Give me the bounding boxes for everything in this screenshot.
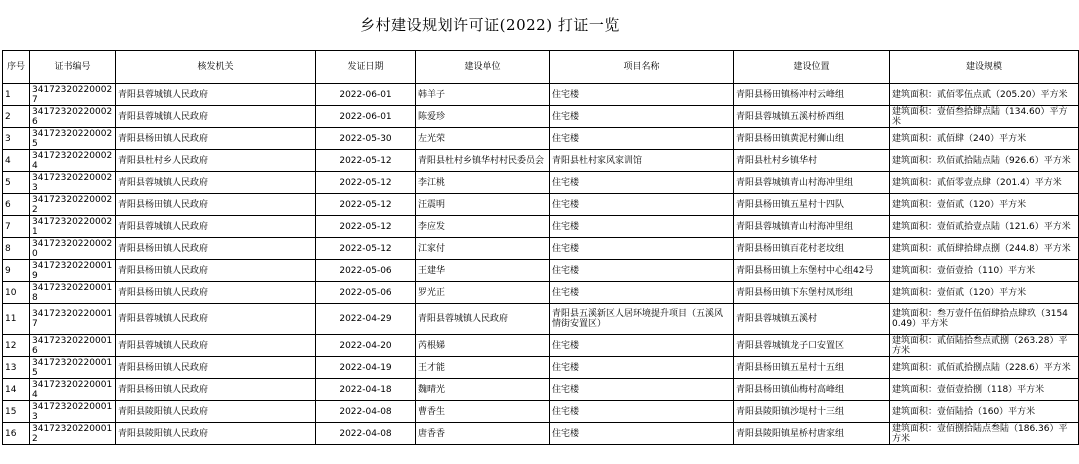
cell-date: 2022-05-12 <box>316 150 416 172</box>
col-header-cert: 证书编号 <box>30 51 116 84</box>
cell-index: 11 <box>3 304 30 335</box>
table-row <box>3 216 1079 238</box>
table-row <box>3 106 1079 128</box>
cell-cert: 341723202200017 <box>30 304 116 335</box>
cell-unit: 青阳县蓉城镇人民政府 <box>416 304 550 335</box>
cell-unit: 曹香生 <box>416 401 550 423</box>
cell-location: 青阳县蓉城镇五溪村 <box>734 304 890 335</box>
cell-scale: 建筑面积：壹佰陆拾（160）平方米 <box>890 401 1079 423</box>
cell-location: 青阳县蓉城镇青山村海冲里组 <box>734 172 890 194</box>
cell-date: 2022-04-08 <box>316 401 416 423</box>
cell-location: 青阳县杨田镇百花村老坟组 <box>734 238 890 260</box>
cell-project: 住宅楼 <box>550 379 734 401</box>
cell-scale: 建筑面积：壹佰贰拾壹点陆（121.6）平方米 <box>890 216 1079 238</box>
cell-unit: 魏晴光 <box>416 379 550 401</box>
cell-date: 2022-05-12 <box>316 216 416 238</box>
table-row <box>3 357 1079 379</box>
cell-org: 青阳县蓉城镇人民政府 <box>116 172 316 194</box>
cell-cert: 341723202200025 <box>30 128 116 150</box>
cell-cert: 341723202200015 <box>30 357 116 379</box>
cell-org: 青阳县杨田镇人民政府 <box>116 238 316 260</box>
cell-cert: 341723202200022 <box>30 194 116 216</box>
table-row <box>3 128 1079 150</box>
cell-location: 青阳县陵阳镇星桥村唐家组 <box>734 423 890 445</box>
cell-index: 8 <box>3 238 30 260</box>
cell-unit: 李江桃 <box>416 172 550 194</box>
col-header-date: 发证日期 <box>316 51 416 84</box>
cell-location: 青阳县杨田镇五星村十五组 <box>734 357 890 379</box>
cell-index: 7 <box>3 216 30 238</box>
cell-index: 16 <box>3 423 30 445</box>
cell-org: 青阳县杨田镇人民政府 <box>116 260 316 282</box>
cell-location: 青阳县杨田镇仙梅村高峰组 <box>734 379 890 401</box>
cell-cert: 341723202200026 <box>30 106 116 128</box>
cell-location: 青阳县陵阳镇沙堤村十三组 <box>734 401 890 423</box>
cell-project: 住宅楼 <box>550 423 734 445</box>
cell-cert: 341723202200019 <box>30 260 116 282</box>
cell-location: 青阳县蓉城镇青山村海冲里组 <box>734 216 890 238</box>
cell-project: 住宅楼 <box>550 194 734 216</box>
cell-index: 3 <box>3 128 30 150</box>
cell-project: 住宅楼 <box>550 401 734 423</box>
cell-cert: 341723202200027 <box>30 84 116 106</box>
cell-date: 2022-06-01 <box>316 106 416 128</box>
cell-project: 住宅楼 <box>550 238 734 260</box>
cell-scale: 建筑面积：壹佰壹拾捌（118）平方米 <box>890 379 1079 401</box>
cell-project: 住宅楼 <box>550 84 734 106</box>
cell-project: 青阳县五溪新区人居环境提升项目（五溪风情街安置区） <box>550 304 734 335</box>
cell-scale: 建筑面积：贰佰贰拾捌点陆（228.6）平方米 <box>890 357 1079 379</box>
table-row <box>3 260 1079 282</box>
cell-unit: 青阳县杜村乡镇华村村民委员会 <box>416 150 550 172</box>
cell-org: 青阳县杨田镇人民政府 <box>116 379 316 401</box>
cell-index: 12 <box>3 335 30 357</box>
cell-cert: 341723202200012 <box>30 423 116 445</box>
cell-project: 青阳县杜村家风家训馆 <box>550 150 734 172</box>
col-header-project: 项目名称 <box>550 51 734 84</box>
cell-location: 青阳县杨田镇黄泥村狮山组 <box>734 128 890 150</box>
cell-index: 1 <box>3 84 30 106</box>
cell-date: 2022-06-01 <box>316 84 416 106</box>
cell-location: 青阳县蓉城镇五溪村桥西组 <box>734 106 890 128</box>
cell-project: 住宅楼 <box>550 106 734 128</box>
cell-date: 2022-04-29 <box>316 304 416 335</box>
cell-unit: 王才能 <box>416 357 550 379</box>
cell-date: 2022-04-18 <box>316 379 416 401</box>
cell-project: 住宅楼 <box>550 260 734 282</box>
cell-org: 青阳县杨田镇人民政府 <box>116 194 316 216</box>
table-row <box>3 379 1079 401</box>
cell-project: 住宅楼 <box>550 357 734 379</box>
cell-unit: 韩羊子 <box>416 84 550 106</box>
table-row <box>3 84 1079 106</box>
cell-scale: 建筑面积：贰佰肆拾肆点捌（244.8）平方米 <box>890 238 1079 260</box>
col-header-index: 序号 <box>3 51 30 84</box>
col-header-location: 建设位置 <box>734 51 890 84</box>
table-row <box>3 194 1079 216</box>
cell-project: 住宅楼 <box>550 335 734 357</box>
table-row <box>3 304 1079 335</box>
cell-org: 青阳县蓉城镇人民政府 <box>116 304 316 335</box>
cell-scale: 建筑面积：贰佰零壹点肆（201.4）平方米 <box>890 172 1079 194</box>
cell-location: 青阳县杨田镇五星村十四队 <box>734 194 890 216</box>
cell-cert: 341723202200013 <box>30 401 116 423</box>
cell-org: 青阳县杜村乡人民政府 <box>116 150 316 172</box>
cell-cert: 341723202200021 <box>30 216 116 238</box>
page-title: 乡村建设规划许可证(2022) 打证一览 <box>360 16 620 34</box>
cell-location: 青阳县杜村乡镇华村 <box>734 150 890 172</box>
cell-date: 2022-05-30 <box>316 128 416 150</box>
cell-org: 青阳县蓉城镇人民政府 <box>116 106 316 128</box>
cell-index: 4 <box>3 150 30 172</box>
cell-cert: 341723202200018 <box>30 282 116 304</box>
cell-unit: 李应发 <box>416 216 550 238</box>
cell-org: 青阳县杨田镇人民政府 <box>116 128 316 150</box>
cell-unit: 汪震明 <box>416 194 550 216</box>
cell-index: 14 <box>3 379 30 401</box>
cell-cert: 341723202200014 <box>30 379 116 401</box>
cell-project: 住宅楼 <box>550 128 734 150</box>
cell-scale: 建筑面积：壹佰贰（120）平方米 <box>890 282 1079 304</box>
cell-cert: 341723202200024 <box>30 150 116 172</box>
cell-index: 6 <box>3 194 30 216</box>
cell-org: 青阳县蓉城镇人民政府 <box>116 84 316 106</box>
cell-org: 青阳县陵阳镇人民政府 <box>116 423 316 445</box>
cell-date: 2022-05-12 <box>316 172 416 194</box>
cell-unit: 左光荣 <box>416 128 550 150</box>
cell-index: 5 <box>3 172 30 194</box>
cell-scale: 建筑面积：壹佰叁拾肆点陆（134.60）平方米 <box>890 106 1079 128</box>
cell-index: 15 <box>3 401 30 423</box>
col-header-org: 核发机关 <box>116 51 316 84</box>
cell-project: 住宅楼 <box>550 216 734 238</box>
cell-index: 9 <box>3 260 30 282</box>
cell-unit: 芮根娣 <box>416 335 550 357</box>
cell-index: 13 <box>3 357 30 379</box>
table-row <box>3 282 1079 304</box>
cell-date: 2022-04-20 <box>316 335 416 357</box>
cell-org: 青阳县蓉城镇人民政府 <box>116 335 316 357</box>
cell-date: 2022-05-06 <box>316 260 416 282</box>
table-row <box>3 423 1079 445</box>
cell-scale: 建筑面积：壹佰贰（120）平方米 <box>890 194 1079 216</box>
cell-scale: 建筑面积：贰佰陆拾叁点贰捌（263.28）平方米 <box>890 335 1079 357</box>
cell-cert: 341723202200016 <box>30 335 116 357</box>
header-row <box>3 51 1079 84</box>
cell-scale: 建筑面积：贰佰零伍点贰（205.20）平方米 <box>890 84 1079 106</box>
cell-org: 青阳县陵阳镇人民政府 <box>116 401 316 423</box>
cell-unit: 陈爱珍 <box>416 106 550 128</box>
cell-project: 住宅楼 <box>550 172 734 194</box>
cell-date: 2022-05-06 <box>316 282 416 304</box>
table-row <box>3 335 1079 357</box>
cell-date: 2022-05-12 <box>316 238 416 260</box>
cell-scale: 建筑面积：玖佰贰拾陆点陆（926.6）平方米 <box>890 150 1079 172</box>
cell-scale: 建筑面积：叁万壹仟伍佰肆拾点肆玖（31540.49）平方米 <box>890 304 1079 335</box>
table-row <box>3 401 1079 423</box>
cell-unit: 江家付 <box>416 238 550 260</box>
cell-location: 青阳县杨田镇杨冲村云峰组 <box>734 84 890 106</box>
cell-location: 青阳县杨田镇上东堡村中心组42号 <box>734 260 890 282</box>
col-header-unit: 建设单位 <box>416 51 550 84</box>
cell-cert: 341723202200020 <box>30 238 116 260</box>
cell-org: 青阳县杨田镇人民政府 <box>116 282 316 304</box>
cell-index: 2 <box>3 106 30 128</box>
cell-cert: 341723202200023 <box>30 172 116 194</box>
cell-location: 青阳县杨田镇下东堡村凤形组 <box>734 282 890 304</box>
cell-location: 青阳县蓉城镇龙子口安置区 <box>734 335 890 357</box>
table-row <box>3 172 1079 194</box>
cell-project: 住宅楼 <box>550 282 734 304</box>
cell-index: 10 <box>3 282 30 304</box>
cell-scale: 建筑面积：贰佰肆（240）平方米 <box>890 128 1079 150</box>
cell-unit: 王建华 <box>416 260 550 282</box>
cell-unit: 罗光正 <box>416 282 550 304</box>
cell-unit: 唐香香 <box>416 423 550 445</box>
cell-org: 青阳县蓉城镇人民政府 <box>116 216 316 238</box>
col-header-scale: 建设规模 <box>890 51 1079 84</box>
permit-table <box>2 50 1079 445</box>
table-row <box>3 150 1079 172</box>
cell-scale: 建筑面积：壹佰捌拾陆点叁陆（186.36）平方米 <box>890 423 1079 445</box>
cell-scale: 建筑面积：壹佰壹拾（110）平方米 <box>890 260 1079 282</box>
table-row <box>3 238 1079 260</box>
cell-date: 2022-04-08 <box>316 423 416 445</box>
cell-date: 2022-04-19 <box>316 357 416 379</box>
cell-org: 青阳县杨田镇人民政府 <box>116 357 316 379</box>
cell-date: 2022-05-12 <box>316 194 416 216</box>
